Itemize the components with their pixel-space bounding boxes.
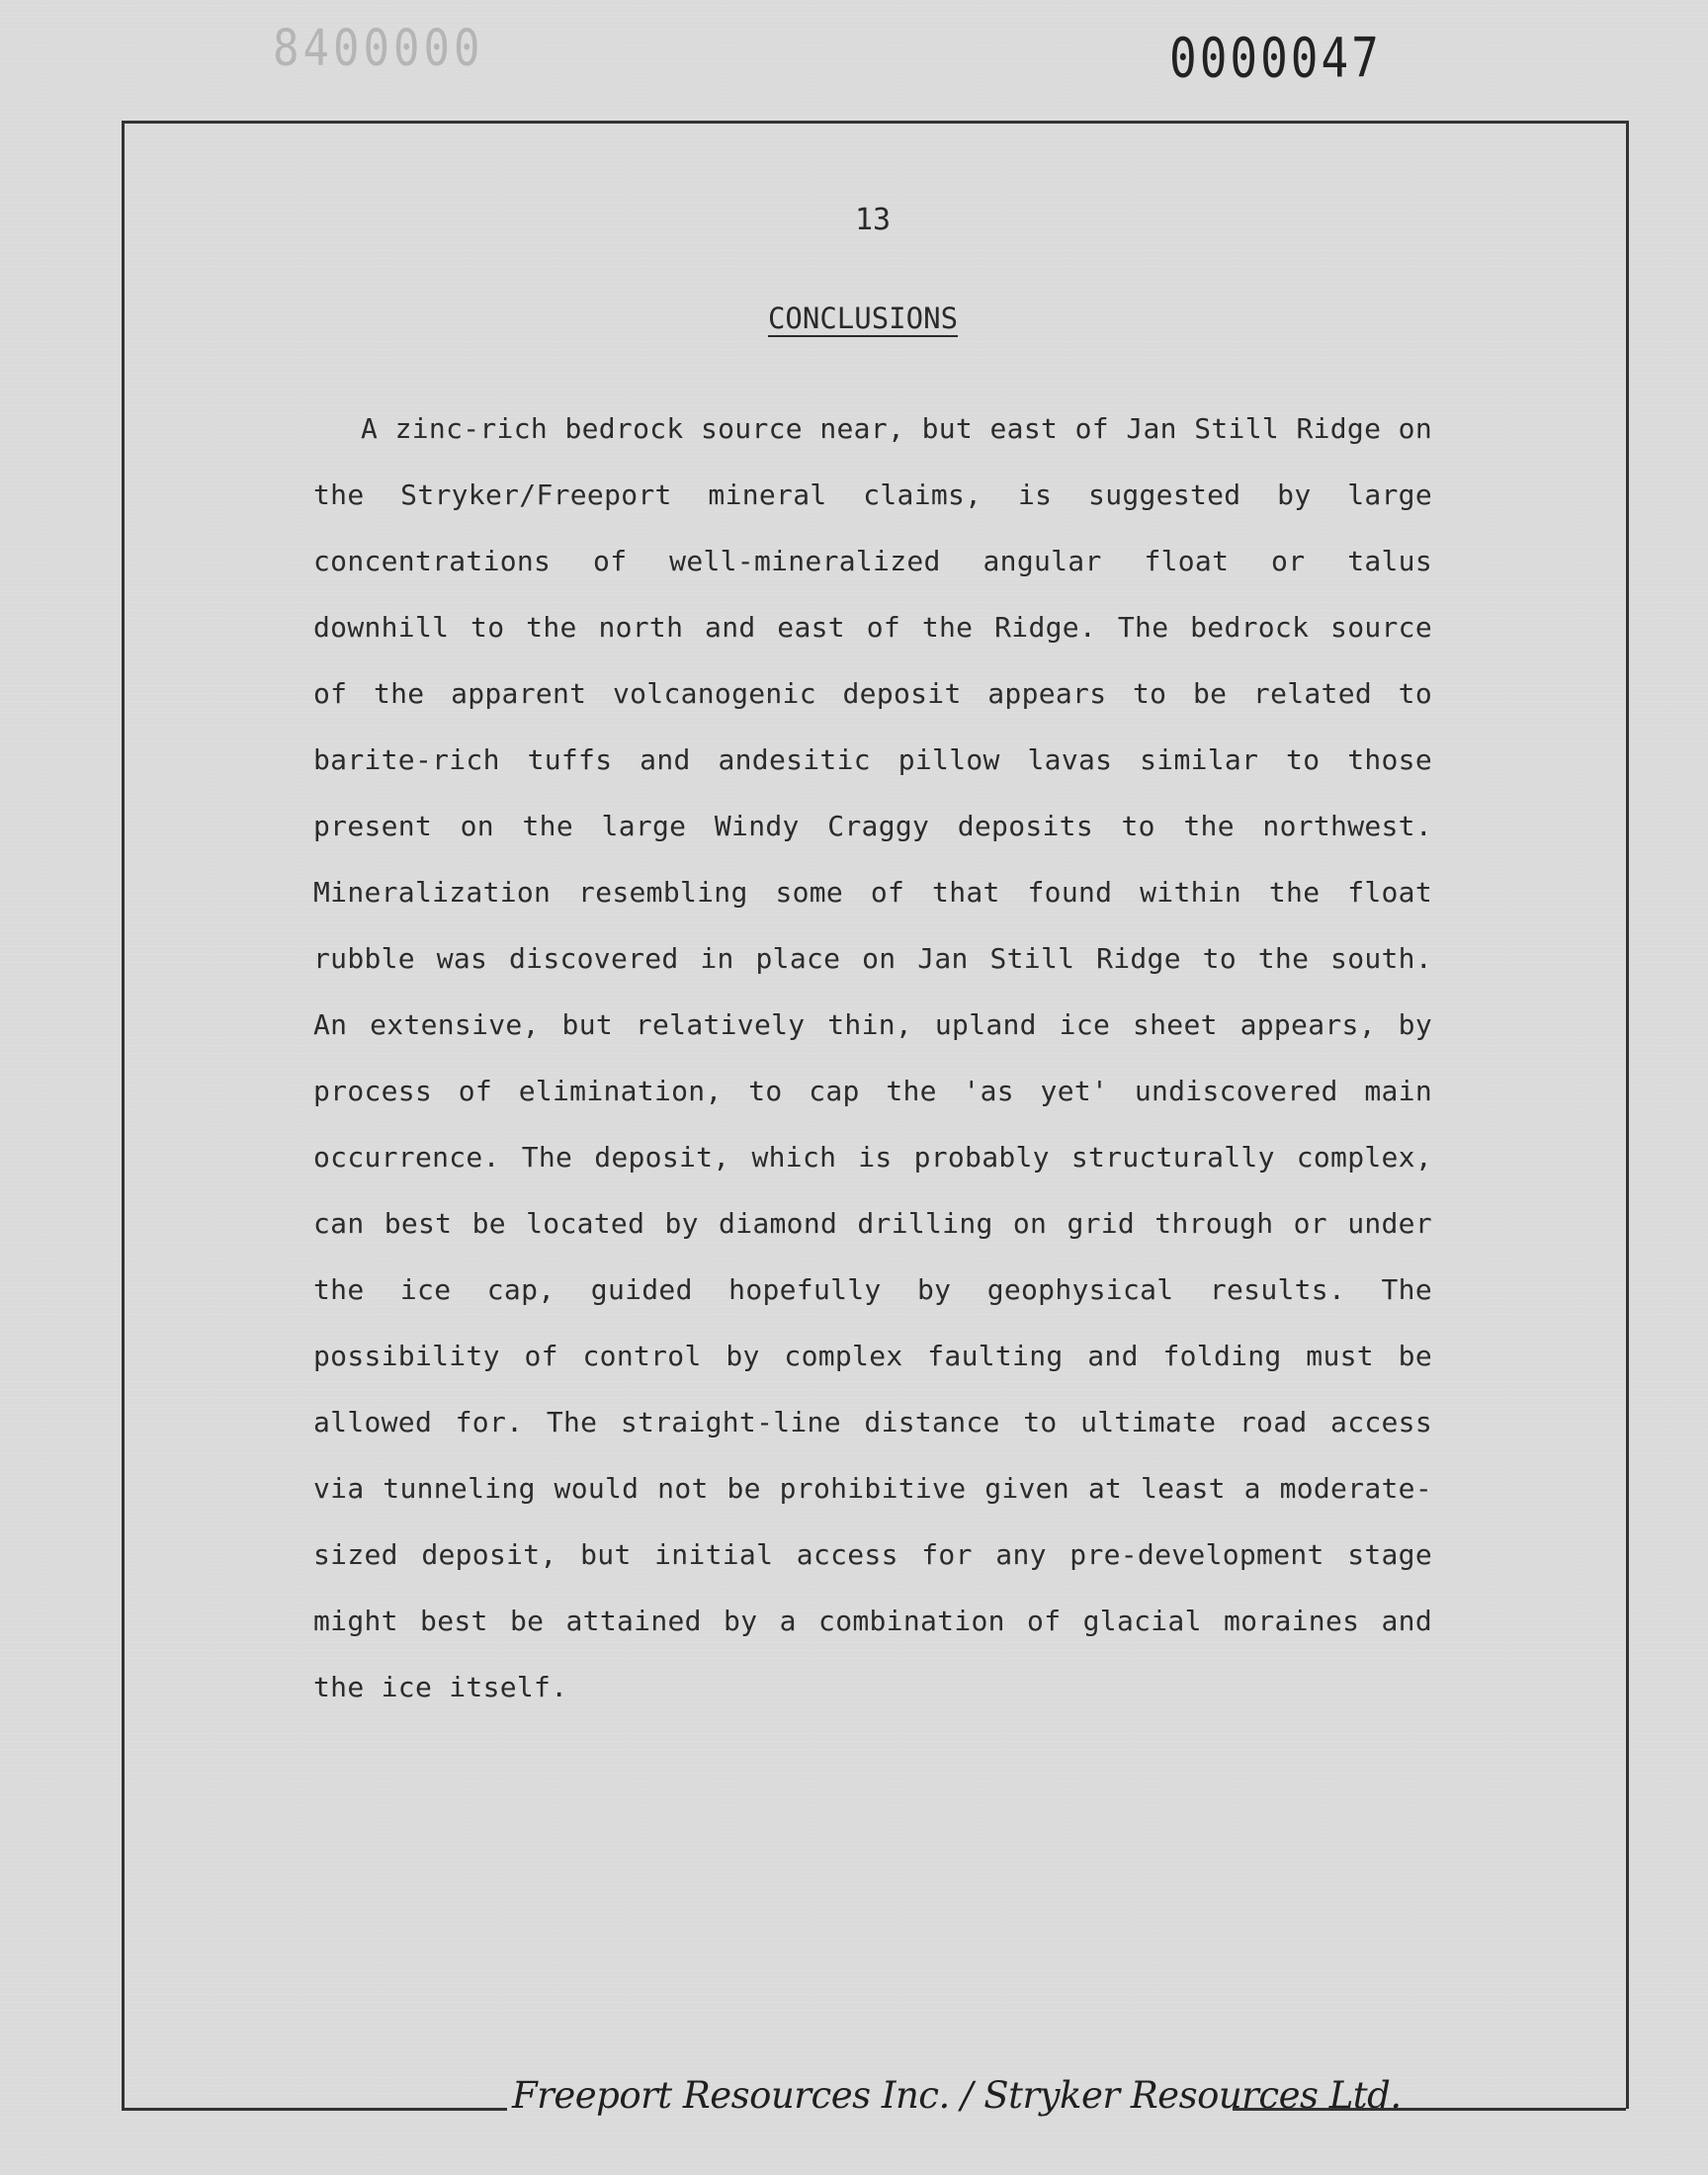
faded-stamp-number: 8400000	[273, 20, 484, 78]
conclusions-paragraph: A zinc-rich bedrock source near, but east of Jan Still Ridge on the Stryker/Freeport mineral claims, is suggested by large concentrations of well-mineralized angular float or talus downhill to the north and east of the Ridge. The bedrock source of the apparent volcanogenic deposit appears to be related to barite-rich tuffs and andesitic pillow lavas similar to those present on the large Windy Craggy deposits to the northwest. Mineralization resembling some of that found within the float rubble was discovered in place on Jan Still Ridge to the south. An extensive, but relatively thin, upland ice sheet appears, by process of elimination, to cap the 'as yet' undiscovered main occurrence. The deposit, which is probably structurally complex, can best be located by diamond drilling on grid through or under the ice cap, guided hopefully by geophysical results. The possibility of control by complex faulting and folding must be allowed for. The straight-line distance to ultimate road access via tunneling would not be prohibitive given at least a moderate-sized deposit, but initial access for any pre-development stage might best be attained by a combination of glacial moraines and the ice itself.	[313, 412, 1432, 1703]
footer-company-logo: Freeport Resources Inc. / Stryker Resources Ltd.	[512, 2074, 1402, 2117]
section-heading-text: CONCLUSIONS	[767, 302, 959, 335]
footer	[122, 2074, 1629, 2133]
footer-rule-left	[122, 2108, 507, 2111]
page-number: 13	[854, 203, 892, 237]
document-number: 0000047	[1169, 26, 1382, 90]
footer-rule-right	[1233, 2108, 1626, 2111]
section-heading	[0, 302, 1708, 335]
